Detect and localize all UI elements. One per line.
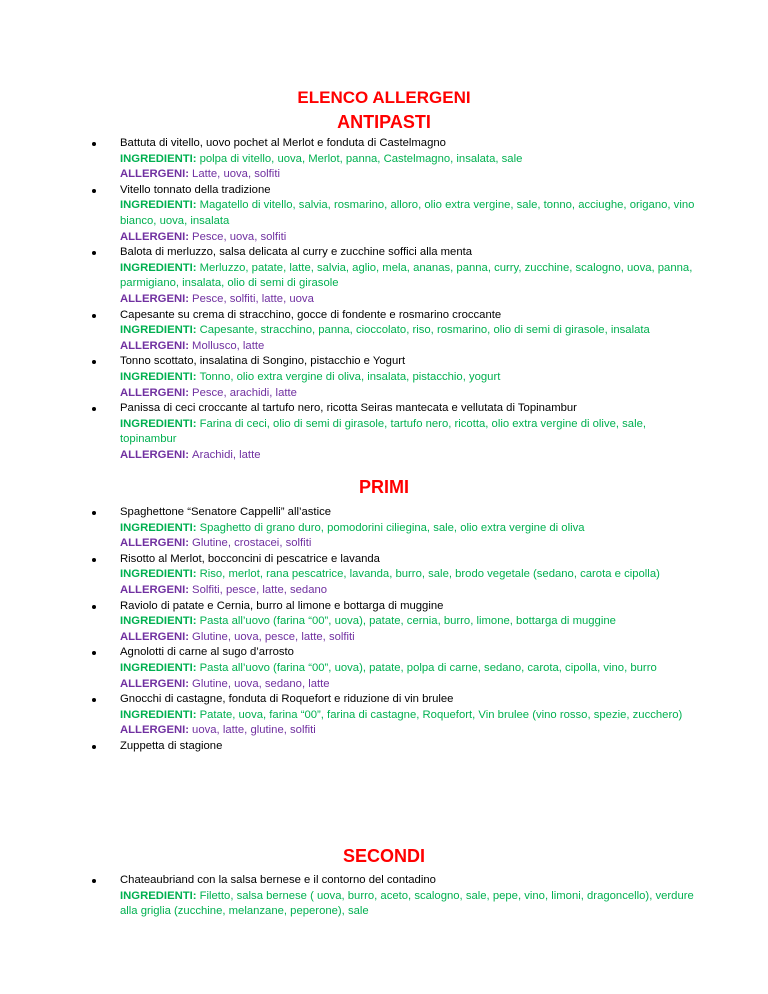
bullet-icon [92,511,96,515]
allergens-line [120,230,700,246]
bullet-icon [92,879,96,883]
menu-item [90,136,700,183]
menu-item [90,692,700,739]
menu-item [90,645,700,692]
ingredients-value: Magatello di vitello, salvia, rosmarino, alloro, olio extra vergine, sale, tonno, acciughe, origano, vino bianco, uova, insalata [120,199,695,227]
antipasti-list [90,136,700,463]
allergens-line [120,583,700,599]
allergens-label: ALLERGENI: [120,630,190,643]
ingredients-label: INGREDIENTI: [120,615,197,628]
ingredients-line [120,567,700,583]
ingredients-value: Spaghetto di grano duro, pomodorini ciliegina, sale, olio extra vergine di oliva [199,521,585,534]
menu-item [90,354,700,401]
section-title-secondi: SECONDI [342,846,425,866]
ingredients-line [120,889,700,920]
allergens-line [120,723,700,739]
ingredients-label: INGREDIENTI: [120,521,197,534]
ingredients-line [120,261,700,292]
menu-item [90,552,700,599]
allergens-line [120,386,700,402]
ingredients-label: INGREDIENTI: [120,152,197,165]
ingredients-line [120,152,700,168]
allergens-value: uova, latte, glutine, solfiti [192,724,316,737]
menu-item [90,245,700,307]
allergens-value: Glutine, uova, pesce, latte, solfiti [192,630,355,643]
ingredients-value: Capesante, stracchino, panna, cioccolato, riso, rosmarino, olio di semi di girasole, insalata [199,324,650,337]
bullet-icon [92,142,96,146]
ingredients-line [120,198,700,229]
allergens-label: ALLERGENI: [120,339,190,352]
ingredients-label: INGREDIENTI: [120,889,197,902]
allergens-value: Glutine, uova, sedano, latte [192,677,330,690]
ingredients-value: Filetto, salsa bernese ( uova, burro, aceto, scalogno, sale, pepe, vino, limoni, dragoncello), verdure alla griglia (zucchine, melanzane, peperone), sale [120,889,694,918]
allergens-line [120,536,700,552]
dish-name: Panissa di ceci croccante al tartufo nero, ricotta Seiras mantecata e vellutata di Topinambur [120,402,577,415]
allergens-label: ALLERGENI: [120,168,190,181]
dish-name: Tonno scottato, insalatina di Songino, pistacchio e Yogurt [120,355,406,368]
allergens-line [120,167,700,183]
menu-item [90,599,700,646]
allergens-value: Latte, uova, solfiti [192,168,280,181]
ingredients-label: INGREDIENTI: [120,417,197,430]
allergens-value: Glutine, crostacei, solfiti [192,537,312,550]
menu-item [90,739,700,755]
dish-name: Zuppetta di stagione [120,739,223,752]
dish-name: Risotto al Merlot, bocconcini di pescatrice e lavanda [120,552,380,565]
bullet-icon [92,745,96,749]
ingredients-label: INGREDIENTI: [120,261,197,274]
bullet-icon [92,314,96,318]
menu-item [90,308,700,355]
bullet-icon [92,605,96,609]
ingredients-label: INGREDIENTI: [120,568,197,581]
bullet-icon [92,407,96,411]
allergens-label: ALLERGENI: [120,724,190,737]
allergens-label: ALLERGENI: [120,386,190,399]
ingredients-label: INGREDIENTI: [120,199,197,212]
allergens-label: ALLERGENI: [120,230,190,243]
allergens-value: Pesce, uova, solfiti [192,230,287,243]
allergens-value: Mollusco, latte [192,339,265,352]
dish-name: Agnolotti di carne al sugo d’arrosto [120,646,294,659]
ingredients-label: INGREDIENTI: [120,661,197,674]
allergens-line [120,339,700,355]
primi-list [90,505,700,755]
allergens-label: ALLERGENI: [120,448,190,461]
menu-item [90,505,700,552]
dish-name: Capesante su crema di stracchino, gocce di fondente e rosmarino croccante [120,308,502,321]
ingredients-value: Patate, uova, farina “00”, farina di castagne, Roquefort, Vin brulee (vino rosso, spezie, zucchero) [199,708,683,721]
ingredients-line [120,370,700,386]
allergens-label: ALLERGENI: [120,292,190,305]
allergens-value: Pesce, arachidi, latte [192,386,297,399]
bullet-icon [92,558,96,562]
allergens-line [120,448,700,464]
bullet-icon [92,189,96,193]
allergens-line [120,292,700,308]
bullet-icon [92,698,96,702]
menu-item [90,401,700,463]
ingredients-value: Riso, merlot, rana pescatrice, lavanda, burro, sale, brodo vegetale (sedano, carota e cipolla) [199,568,660,581]
ingredients-line [120,323,700,339]
ingredients-line [120,417,700,448]
ingredients-line [120,661,700,677]
bullet-icon [92,251,96,255]
section-title-antipasti: ANTIPASTI [337,112,431,132]
allergens-value: Arachidi, latte [192,448,261,461]
ingredients-label: INGREDIENTI: [120,324,197,337]
ingredients-line [120,708,700,724]
allergens-value: Pesce, solfiti, latte, uova [192,292,314,305]
allergens-value: Solfiti, pesce, latte, sedano [192,583,328,596]
dish-name: Battuta di vitello, uovo pochet al Merlot e fonduta di Castelmagno [120,137,446,149]
allergens-label: ALLERGENI: [120,677,190,690]
bullet-icon [92,651,96,655]
dish-name: Balota di merluzzo, salsa delicata al curry e zucchine soffici alla menta [120,246,473,259]
ingredients-label: INGREDIENTI: [120,708,197,721]
section-title-primi: PRIMI [358,477,409,497]
ingredients-value: Merluzzo, patate, latte, salvia, aglio, mela, ananas, panna, curry, zucchine, scalogno, uova, panna, parmigiano, insalata, olio di semi di girasole [120,261,693,290]
ingredients-label: INGREDIENTI: [120,370,197,383]
allergens-label: ALLERGENI: [120,537,190,550]
ingredients-value: Pasta all’uovo (farina “00”, uova), patate, polpa di carne, sedano, carota, cipolla, vino, burro [199,661,657,674]
dish-name: Chateaubriand con la salsa bernese e il contorno del contadino [120,874,436,886]
ingredients-line [120,521,700,537]
allergens-label: ALLERGENI: [120,583,190,596]
dish-name: Vitello tonnato della tradizione [120,183,271,196]
document-title: ELENCO ALLERGENI [297,88,471,107]
secondi-list [90,873,700,920]
ingredients-value: polpa di vitello, uova, Merlot, panna, Castelmagno, insalata, sale [199,152,523,165]
dish-name: Raviolo di patate e Cernia, burro al limone e bottarga di muggine [120,599,444,612]
dish-name: Gnocchi di castagne, fonduta di Roquefort e riduzione di vin brulee [120,693,454,706]
ingredients-value: Farina di ceci, olio di semi di girasole, tartufo nero, ricotta, olio extra vergine di olive, sale, topinambur [120,417,647,446]
menu-item [90,183,700,245]
ingredients-line [120,614,700,630]
menu-item [90,873,700,920]
dish-name: Spaghettone “Senatore Cappelli” all’astice [120,506,332,518]
allergens-line [120,630,700,646]
ingredients-value: Tonno, olio extra vergine di oliva, insalata, pistacchio, yogurt [199,370,501,383]
bullet-icon [92,360,96,364]
ingredients-value: Pasta all’uovo (farina “00”, uova), patate, cernia, burro, limone, bottarga di muggine [199,615,616,628]
allergens-line [120,677,700,693]
